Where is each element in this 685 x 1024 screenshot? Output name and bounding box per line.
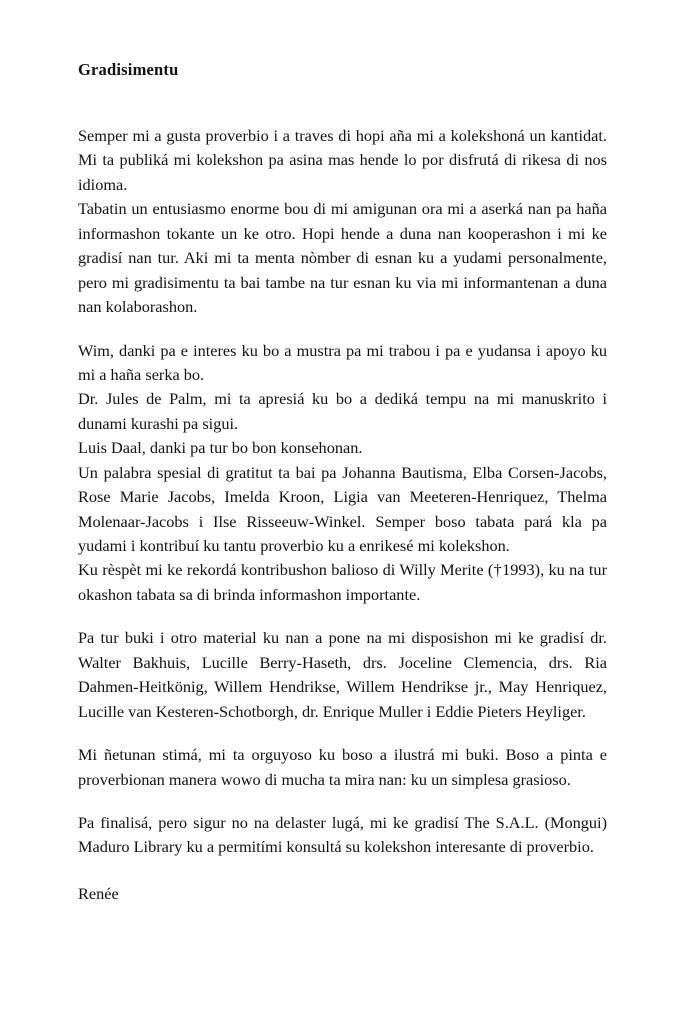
paragraph-block-3 xyxy=(78,626,607,724)
paragraph: Luis Daal, danki pa tur bo bon konsehonan. xyxy=(78,438,363,458)
paragraph: Ku rèspèt mi ke rekordá kontribushon balioso di Willy Merite (†1993), ku na tur okashon tabata sa di brinda informashon importante. xyxy=(78,560,607,604)
paragraph-block-1 xyxy=(78,124,607,320)
paragraph-block-4 xyxy=(78,743,607,792)
paragraph: Pa finalisá, pero sigur no na delaster lugá, mi ke gradisí The S.A.L. (Mongui) Maduro Library ku a permitími konsultá su kolekshon interesante di proverbio. xyxy=(78,812,607,857)
document-body xyxy=(78,124,607,906)
paragraph: Wim, danki pa e interes ku bo a mustra pa mi trabou i pa e yudansa i apoyo ku mi a haña serka bo. xyxy=(78,340,607,384)
paragraph: Tabatin un entusiasmo enorme bou di mi amigunan ora mi a aserká nan pa haña informashon tokante un ke otro. Hopi hende a duna nan kooperashon i mi ke gradisí nan tur. Aki mi ta menta nòmber di esnan ku a yudami personalmente, pero mi gradisimentu ta bai tambe na tur esnan ku via mi informantenan a duna nan kolaborashon. xyxy=(78,199,607,317)
page-title: Gradisimentu xyxy=(78,60,179,79)
paragraph: Semper mi a gusta proverbio i a traves di hopi aña mi a kolekshoná un kantidat. Mi ta publiká mi kolekshon pa asina mas hende lo por disfrutá di rikesa di nos idioma. xyxy=(78,126,607,194)
paragraph: Un palabra spesial di gratitut ta bai pa Johanna Bautisma, Elba Corsen-Jacobs, Rose Marie Jacobs, Imelda Kroon, Ligia van Meeteren-Henriquez, Thelma Molenaar-Jacobs i Ilse Risseeuw-Winkel. Semper boso tabata pará kla pa yudami i kontribuí ku tantu proverbio ku a enrikesé mi kolekshon. xyxy=(78,462,607,555)
paragraph-spacer xyxy=(78,607,607,626)
paragraph-block-5 xyxy=(78,811,607,860)
paragraph-spacer xyxy=(78,792,607,811)
signature: Renée xyxy=(78,883,119,903)
paragraph-spacer xyxy=(78,724,607,743)
paragraph: Pa tur buki i otro material ku nan a pone na mi disposishon mi ke gradisí dr. Walter Bakhuis, Lucille Berry-Haseth, drs. Joceline Clemencia, drs. Ria Dahmen-Heitkönig, Willem Hendrikse, Willem Hendrikse jr., May Henriquez, Lucille van Kesteren-Schotborgh, dr. Enrique Muller i Eddie Pieters Heyliger. xyxy=(78,628,607,721)
paragraph: Mi ñetunan stimá, mi ta orguyoso ku boso a ilustrá mi buki. Boso a pinta e proverbionan manera wowo di mucha ta mira nan: ku un simplesa grasioso. xyxy=(78,745,607,789)
paragraph: Dr. Jules de Palm, mi ta apresiá ku bo a dediká tempu na mi manuskrito i dunami kurashi pa sigui. xyxy=(78,389,607,433)
paragraph-block-2 xyxy=(78,339,607,608)
paragraph-spacer xyxy=(78,320,607,339)
